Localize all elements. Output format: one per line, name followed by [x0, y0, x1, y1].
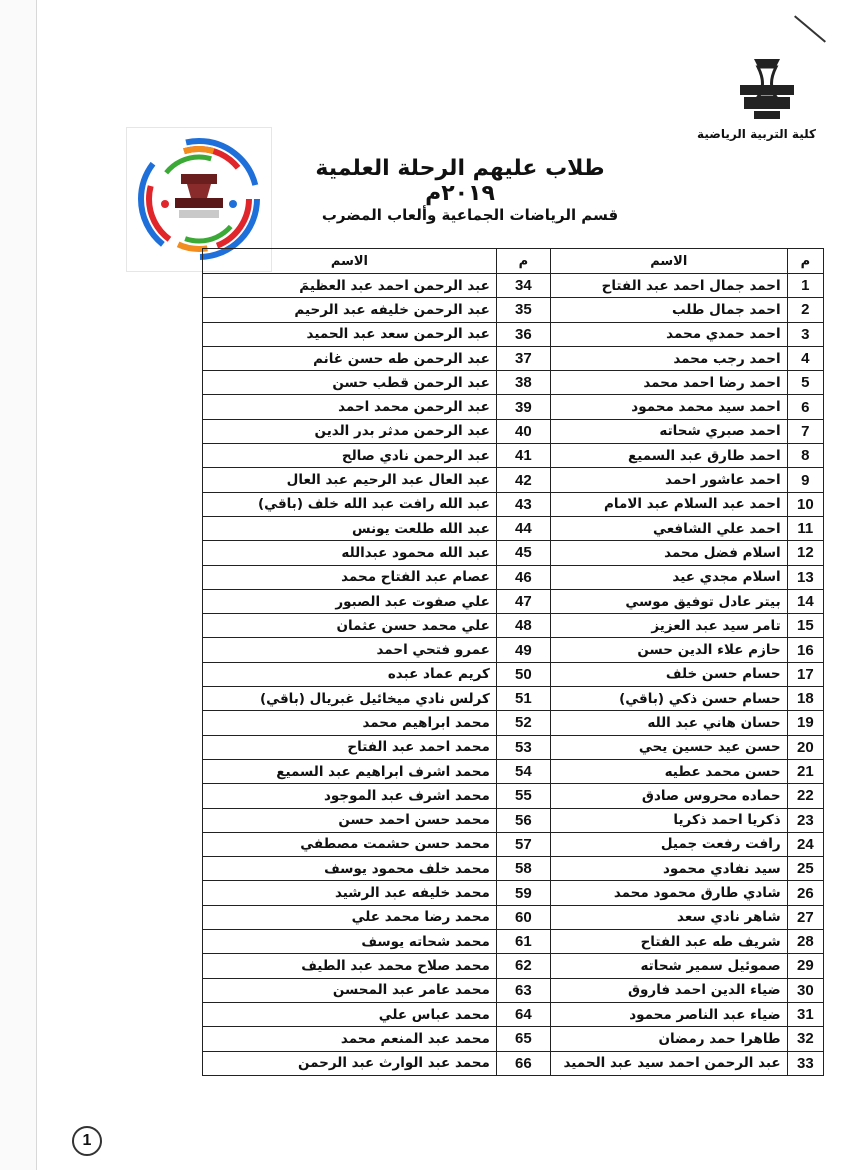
row-number: 14	[787, 589, 823, 613]
table-row	[203, 492, 824, 516]
table-row	[203, 905, 824, 929]
student-name: محمد صلاح محمد عبد الطيف	[203, 954, 497, 978]
row-number: 18	[787, 687, 823, 711]
student-name: محمد عبد الوارث عبد الرحمن	[203, 1051, 497, 1075]
student-name: عبد الرحمن طه حسن غانم	[203, 346, 497, 370]
row-number: 3	[787, 322, 823, 346]
student-name: محمد خليفه عبد الرشيد	[203, 881, 497, 905]
row-number: 28	[787, 930, 823, 954]
student-name: عبد الرحمن قطب حسن	[203, 371, 497, 395]
table-row	[203, 954, 824, 978]
student-name: عمرو فتحي احمد	[203, 638, 497, 662]
student-name: شريف طه عبد الفتاح	[550, 930, 787, 954]
student-name: محمد عبد المنعم محمد	[203, 1027, 497, 1051]
student-name: احمد عبد السلام عبد الامام	[550, 492, 787, 516]
row-number: 11	[787, 516, 823, 540]
row-number: 64	[496, 1002, 550, 1026]
table-row	[203, 541, 824, 565]
student-name: احمد جمال احمد عبد الفتاح	[550, 274, 787, 298]
column-header-name: الاسم	[203, 249, 497, 274]
student-name: عبد الرحمن مدثر بدر الدين	[203, 419, 497, 443]
page-title: طلاب عليهم الرحلة العلمية ٢٠١٩م	[315, 156, 605, 206]
student-name: كريم عماد عبده	[203, 662, 497, 686]
row-number: 34	[496, 274, 550, 298]
student-name: احمد سيد محمد محمود	[550, 395, 787, 419]
table-row	[203, 1027, 824, 1051]
row-number: 57	[496, 832, 550, 856]
student-name: احمد علي الشافعي	[550, 516, 787, 540]
row-number: 27	[787, 905, 823, 929]
student-name: محمد عامر عبد المحسن	[203, 978, 497, 1002]
table-row	[203, 419, 824, 443]
student-name: احمد رضا احمد محمد	[550, 371, 787, 395]
row-number: 48	[496, 614, 550, 638]
student-name: اسلام مجدي عيد	[550, 565, 787, 589]
row-number: 56	[496, 808, 550, 832]
row-number: 54	[496, 759, 550, 783]
row-number: 62	[496, 954, 550, 978]
row-number: 43	[496, 492, 550, 516]
column-header-number: م	[787, 249, 823, 274]
student-name: محمد حسن حشمت مصطفي	[203, 832, 497, 856]
row-number: 53	[496, 735, 550, 759]
student-name: عبد الرحمن سعد عبد الحميد	[203, 322, 497, 346]
student-name: حسام حسن ذكي (باقي)	[550, 687, 787, 711]
student-name: محمد شحاته يوسف	[203, 930, 497, 954]
table-row	[203, 711, 824, 735]
column-header-number: م	[496, 249, 550, 274]
table-row	[203, 638, 824, 662]
student-name: حسن عيد حسين يحي	[550, 735, 787, 759]
table-row	[203, 808, 824, 832]
table-row	[203, 759, 824, 783]
table-row	[203, 978, 824, 1002]
student-name: عبد الرحمن نادي صالح	[203, 444, 497, 468]
student-name: احمد صبري شحاته	[550, 419, 787, 443]
row-number: 16	[787, 638, 823, 662]
student-name: عبد الرحمن خليفه عبد الرحيم	[203, 298, 497, 322]
student-name: محمد خلف محمود يوسف	[203, 857, 497, 881]
row-number: 30	[787, 978, 823, 1002]
row-number: 58	[496, 857, 550, 881]
page-subtitle: قسم الرياضات الجماعية وألعاب المضرب	[321, 206, 619, 224]
student-name: ضياء عبد الناصر محمود	[550, 1002, 787, 1026]
column-header-name: الاسم	[550, 249, 787, 274]
student-name: رافت رفعت جميل	[550, 832, 787, 856]
student-name: محمد اشرف ابراهيم عبد السميع	[203, 759, 497, 783]
row-number: 35	[496, 298, 550, 322]
student-name: محمد حسن احمد حسن	[203, 808, 497, 832]
row-number: 1	[787, 274, 823, 298]
student-name: صموئيل سمير شحاته	[550, 954, 787, 978]
student-name: احمد رجب محمد	[550, 346, 787, 370]
student-name: عصام عبد الفتاح محمد	[203, 565, 497, 589]
row-number: 25	[787, 857, 823, 881]
student-name: ذكريا احمد ذكريا	[550, 808, 787, 832]
student-name: حماده محروس صادق	[550, 784, 787, 808]
student-name: اسلام فضل محمد	[550, 541, 787, 565]
student-name: عبد الله محمود عبدالله	[203, 541, 497, 565]
student-name: حسن محمد عطيه	[550, 759, 787, 783]
table-row	[203, 516, 824, 540]
row-number: 23	[787, 808, 823, 832]
row-number: 33	[787, 1051, 823, 1075]
row-number: 21	[787, 759, 823, 783]
crest-caption: كلية التربية الرياضية	[697, 127, 816, 141]
table-row	[203, 468, 824, 492]
student-name: ضياء الدين احمد فاروق	[550, 978, 787, 1002]
row-number: 61	[496, 930, 550, 954]
row-number: 55	[496, 784, 550, 808]
student-name: احمد جمال طلب	[550, 298, 787, 322]
page-number: 1	[72, 1126, 102, 1156]
row-number: 20	[787, 735, 823, 759]
row-number: 22	[787, 784, 823, 808]
student-name: تامر سيد عبد العزيز	[550, 614, 787, 638]
row-number: 66	[496, 1051, 550, 1075]
row-number: 15	[787, 614, 823, 638]
row-number: 5	[787, 371, 823, 395]
row-number: 42	[496, 468, 550, 492]
student-name: محمد رضا محمد علي	[203, 905, 497, 929]
row-number: 31	[787, 1002, 823, 1026]
table-row	[203, 832, 824, 856]
row-number: 36	[496, 322, 550, 346]
row-number: 9	[787, 468, 823, 492]
student-name: محمد عباس علي	[203, 1002, 497, 1026]
row-number: 49	[496, 638, 550, 662]
faculty-crest	[697, 55, 816, 155]
row-number: 32	[787, 1027, 823, 1051]
student-name: محمد احمد عبد الفتاح	[203, 735, 497, 759]
row-number: 4	[787, 346, 823, 370]
table-row	[203, 687, 824, 711]
student-name: حسام حسن خلف	[550, 662, 787, 686]
student-name: حسان هاني عبد الله	[550, 711, 787, 735]
row-number: 26	[787, 881, 823, 905]
table-row	[203, 1002, 824, 1026]
table-row	[203, 930, 824, 954]
student-name: احمد طارق عبد السميع	[550, 444, 787, 468]
student-name: محمد ابراهيم محمد	[203, 711, 497, 735]
row-number: 19	[787, 711, 823, 735]
student-name: عبد الله رافت عبد الله خلف (باقي)	[203, 492, 497, 516]
table-body	[203, 274, 824, 1076]
row-number: 59	[496, 881, 550, 905]
student-name: طاهرا حمد رمضان	[550, 1027, 787, 1051]
table-row	[203, 1051, 824, 1075]
table-row	[203, 662, 824, 686]
row-number: 44	[496, 516, 550, 540]
row-number: 29	[787, 954, 823, 978]
student-name: عبد الرحمن محمد احمد	[203, 395, 497, 419]
table-row	[203, 298, 824, 322]
student-name: سيد نفادي محمود	[550, 857, 787, 881]
table-row	[203, 589, 824, 613]
student-name: شادي طارق محمود محمد	[550, 881, 787, 905]
table-row	[203, 857, 824, 881]
row-number: 40	[496, 419, 550, 443]
student-name: عبد الرحمن احمد عبد العظيمَ	[203, 274, 497, 298]
student-name: احمد عاشور احمد	[550, 468, 787, 492]
row-number: 63	[496, 978, 550, 1002]
row-number: 6	[787, 395, 823, 419]
table-row	[203, 565, 824, 589]
student-name: كرلس نادي ميخائيل غبريال (باقي)	[203, 687, 497, 711]
table-header-row	[203, 249, 824, 274]
table-row	[203, 322, 824, 346]
row-number: 38	[496, 371, 550, 395]
row-number: 24	[787, 832, 823, 856]
row-number: 17	[787, 662, 823, 686]
student-name: بيتر عادل توفيق موسي	[550, 589, 787, 613]
table-row	[203, 346, 824, 370]
row-number: 13	[787, 565, 823, 589]
faculty-crest-icon	[730, 55, 804, 125]
row-number: 46	[496, 565, 550, 589]
table-row	[203, 395, 824, 419]
student-name: عبد الله طلعت يونس	[203, 516, 497, 540]
table-row	[203, 274, 824, 298]
row-number: 10	[787, 492, 823, 516]
table-row	[203, 444, 824, 468]
row-number: 65	[496, 1027, 550, 1051]
student-name: عبد الرحمن احمد سيد عبد الحميد	[550, 1051, 787, 1075]
student-name: محمد اشرف عبد الموجود	[203, 784, 497, 808]
table-row	[203, 881, 824, 905]
student-name: عبد العال عبد الرحيم عبد العال	[203, 468, 497, 492]
table-row	[203, 735, 824, 759]
row-number: 39	[496, 395, 550, 419]
students-table	[202, 248, 824, 1076]
student-name: شاهر نادي سعد	[550, 905, 787, 929]
row-number: 8	[787, 444, 823, 468]
row-number: 2	[787, 298, 823, 322]
row-number: 37	[496, 346, 550, 370]
row-number: 7	[787, 419, 823, 443]
table-row	[203, 371, 824, 395]
student-name: علي محمد حسن عثمان	[203, 614, 497, 638]
student-name: علي صفوت عبد الصبور	[203, 589, 497, 613]
student-name: احمد حمدي محمد	[550, 322, 787, 346]
student-name: حازم علاء الدين حسن	[550, 638, 787, 662]
row-number: 12	[787, 541, 823, 565]
row-number: 41	[496, 444, 550, 468]
table-row	[203, 784, 824, 808]
row-number: 45	[496, 541, 550, 565]
row-number: 52	[496, 711, 550, 735]
row-number: 60	[496, 905, 550, 929]
row-number: 51	[496, 687, 550, 711]
table-row	[203, 614, 824, 638]
row-number: 47	[496, 589, 550, 613]
row-number: 50	[496, 662, 550, 686]
